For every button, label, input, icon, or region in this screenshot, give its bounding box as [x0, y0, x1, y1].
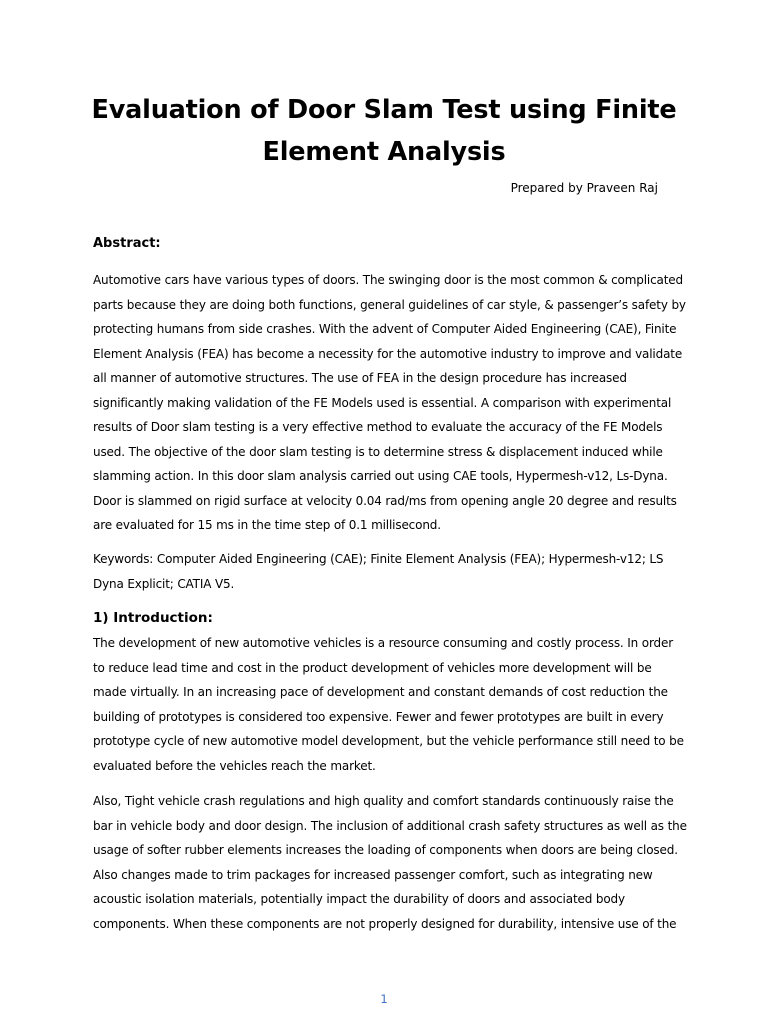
abstract-line: parts because they are doing both functions, general guidelines of car style, & passenger’s safety by [93, 297, 686, 312]
abstract-line: are evaluated for 15 ms in the time step of 0.1 millisecond. [93, 518, 441, 532]
abstract-line: Door is slammed on rigid surface at velocity 0.04 rad/ms from opening angle 20 degree and results [93, 493, 677, 508]
intro-line: Also changes made to trim packages for increased passenger comfort, such as integrating new [93, 867, 653, 882]
intro-line: prototype cycle of new automotive model development, but the vehicle performance still need to be [93, 734, 684, 748]
intro-line: building of prototypes is considered too expensive. Fewer and fewer prototypes are built in every [93, 709, 664, 724]
introduction-heading: 1) Introduction: [93, 610, 213, 626]
intro-line: usage of softer rubber elements increases the loading of components when doors are being closed. [93, 843, 678, 857]
author-byline: Prepared by Praveen Raj [510, 181, 658, 195]
intro-line: bar in vehicle body and door design. The inclusion of additional crash safety structures as well as the [93, 818, 687, 833]
keywords-paragraph [93, 547, 676, 596]
abstract-line: used. The objective of the door slam testing is to determine stress & displacement induced while [93, 444, 663, 459]
title-line-2: Element Analysis [262, 137, 506, 167]
abstract-line: slamming action. In this door slam analysis carried out using CAE tools, Hypermesh-v12, Ls-Dyna. [93, 469, 668, 483]
intro-line: Also, Tight vehicle crash regulations and high quality and comfort standards continuously raise the [93, 794, 674, 808]
abstract-paragraph [93, 268, 686, 538]
abstract-line: significantly making validation of the FE Models used is essential. A comparison with experimental [93, 395, 672, 410]
document-title [80, 89, 688, 173]
abstract-line: protecting humans from side crashes. With the advent of Computer Aided Engineering (CAE), Finite [93, 322, 677, 336]
title-line-1: Evaluation of Door Slam Test using Finite [91, 95, 677, 125]
page-number: 1 [380, 992, 388, 1006]
abstract-line: all manner of automotive structures. The use of FEA in the design procedure has increased [93, 371, 627, 385]
intro-line: to reduce lead time and cost in the product development of vehicles more development will be [93, 660, 652, 675]
abstract-line: Element Analysis (FEA) has become a necessity for the automotive industry to improve and validate [93, 346, 683, 361]
keywords-line: Keywords: Computer Aided Engineering (CAE); Finite Element Analysis (FEA); Hypermesh-v12; LS [93, 552, 664, 566]
intro-line: acoustic isolation materials, potentially impact the durability of doors and associated body [93, 892, 625, 906]
intro-line: made virtually. In an increasing pace of development and constant demands of cost reduction the [93, 685, 668, 699]
introduction-paragraph-1 [93, 631, 684, 778]
keywords-line: Dyna Explicit; CATIA V5. [93, 576, 235, 591]
intro-line: The development of new automotive vehicles is a resource consuming and costly process. In order [93, 636, 674, 650]
abstract-line: results of Door slam testing is a very effective method to evaluate the accuracy of the FE Models [93, 420, 663, 434]
abstract-heading: Abstract: [93, 236, 161, 251]
intro-line: components. When these components are not properly designed for durability, intensive use of the [93, 916, 677, 931]
intro-line: evaluated before the vehicles reach the market. [93, 758, 376, 773]
introduction-paragraph-2 [93, 789, 687, 936]
abstract-line: Automotive cars have various types of doors. The swinging door is the most common & complicated [93, 273, 684, 287]
